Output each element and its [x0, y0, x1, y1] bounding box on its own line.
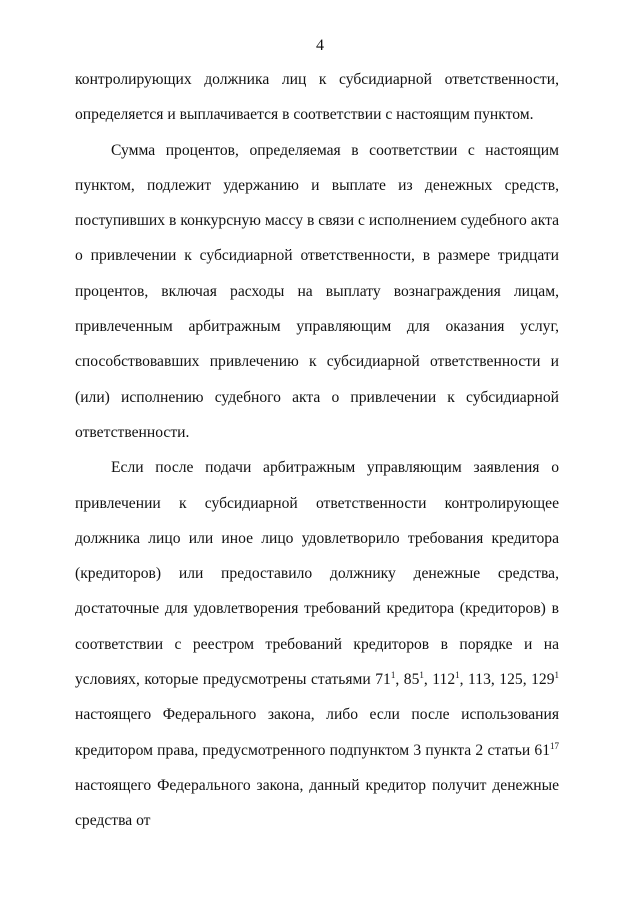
paragraph-text: Если после подачи арбитражным управляющим заявления о привлечении к субсидиарной ответственности контролирующее должника лицо или иное лицо удовлетворило требования кредитора (кредиторов) или предоставило должнику денежные средства, достаточные для удовлетворения требований кредитора (кредиторов) в соответствии с реестром требований кредиторов в порядке и на условиях, которые предусмотрены статьями 71 [75, 459, 559, 689]
paragraph-text: , 113, 125, 129 [459, 671, 555, 689]
paragraph-text: настоящего Федерального закона, данный кредитор получит денежные средства от [75, 776, 559, 830]
paragraph-text: , 112 [423, 671, 456, 689]
footnote-superscript: 17 [550, 740, 559, 751]
footnote-superscript: 1 [554, 670, 560, 681]
document-body [75, 62, 559, 839]
footnote-superscript: 1 [419, 670, 424, 681]
paragraph [75, 450, 559, 838]
paragraph-text: контролирующих должника лиц к субсидиарной ответственности, определяется и выплачивается в соответствии с настоящим пунктом. [75, 71, 559, 124]
footnote-superscript: 1 [455, 670, 460, 681]
paragraph-continuation [75, 62, 559, 133]
page-number: 4 [316, 37, 324, 54]
paragraph [75, 133, 559, 451]
paragraph-text: Сумма процентов, определяемая в соответствии с настоящим пунктом, подлежит удержанию и выплате из денежных средств, поступивших в конкурсную массу в связи с исполнением судебного акта о привлечении к субсидиарной ответственности, в размере тридцати процентов, включая расходы на выплату вознаграждения лицам, привлеченным арбитражным управляющим для оказания услуг, способствовавших привлечению к субсидиарной ответственности и (или) исполнению судебного акта о привлечении к субсидиарной ответственности. [75, 141, 559, 441]
paragraph-text: настоящего Федерального закона, либо если после использования кредитором права, предусмотренного подпунктом 3 пункта 2 статьи 61 [75, 706, 559, 759]
paragraph-text: , 85 [395, 671, 420, 689]
footnote-superscript: 1 [390, 670, 396, 681]
